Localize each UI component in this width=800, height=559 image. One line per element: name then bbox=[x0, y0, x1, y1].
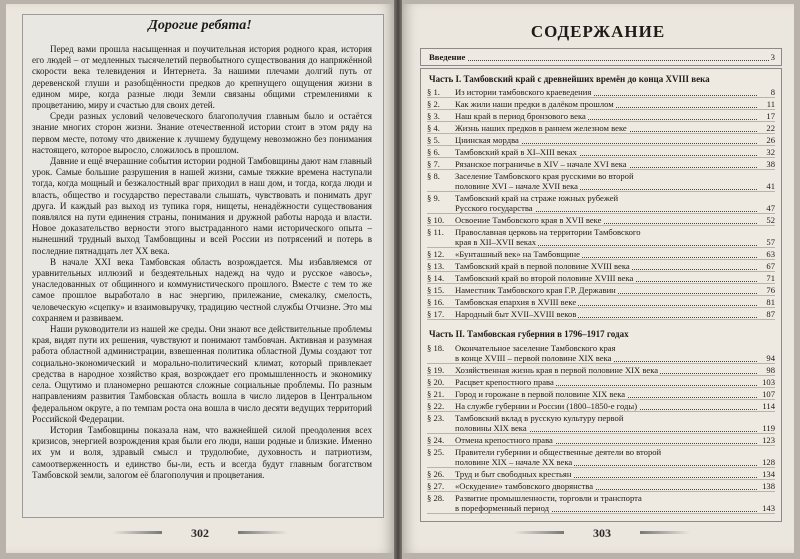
toc-entry-page: 67 bbox=[766, 261, 775, 271]
toc-entry-title: Народный быт XVII–XVIII веков bbox=[455, 309, 577, 319]
toc-entry-number: § 8. bbox=[427, 171, 440, 181]
toc-entry[interactable] bbox=[427, 123, 775, 134]
toc-entry-page: 138 bbox=[762, 481, 775, 491]
toc-entry[interactable] bbox=[427, 365, 775, 376]
toc-entry-title: Тамбовский вклад в русскую культуру первой bbox=[455, 413, 624, 423]
toc-entry[interactable] bbox=[427, 377, 775, 388]
toc-entry-title: Тамбовская епархия в XVIII веке bbox=[455, 297, 577, 307]
toc-entry[interactable] bbox=[427, 435, 775, 446]
toc-entry-title: Цнинская мордва bbox=[455, 135, 519, 145]
left-page-body bbox=[32, 44, 372, 481]
toc-entry-title: Тамбовский край на страже южных рубежей bbox=[455, 193, 619, 203]
toc-main-box bbox=[420, 68, 782, 522]
toc-entry-title: Православная церковь на территории Тамбовского bbox=[455, 227, 641, 237]
toc-entry-number: § 4. bbox=[427, 123, 440, 133]
toc-entry[interactable] bbox=[427, 99, 775, 110]
toc-entry[interactable] bbox=[427, 193, 775, 214]
toc-entry[interactable] bbox=[427, 297, 775, 308]
toc-entry-page: 123 bbox=[762, 435, 775, 445]
toc-entry-page: 98 bbox=[766, 365, 775, 375]
toc-entry-number: § 3. bbox=[427, 111, 440, 121]
toc-entry-page: 94 bbox=[766, 353, 775, 363]
toc-entry-page: 26 bbox=[766, 135, 775, 145]
toc-entry[interactable] bbox=[427, 285, 775, 296]
toc-entry[interactable] bbox=[427, 171, 775, 192]
toc-entry-title: Наместник Тамбовского края Г.Р. Державин bbox=[455, 285, 616, 295]
page-number-ornament bbox=[238, 531, 288, 534]
paragraph: Среди разных условий человеческого благополучия главным было и остаётся знание многих сторон жизни. Знание отечественной истории стоит в этом ряду на первом месте, потому что движение к лучшему будущему невозможно без понимания настоящего, которое выросло, сложилось в прошлом. bbox=[32, 111, 372, 155]
toc-entry-title: Труд и быт свободных крестьян bbox=[455, 469, 572, 479]
toc-entry-page: 128 bbox=[762, 457, 775, 467]
toc-entry-page: 41 bbox=[766, 181, 775, 191]
toc-intro-line[interactable] bbox=[429, 52, 775, 62]
toc-entry-number: § 5. bbox=[427, 135, 440, 145]
toc-entry-number: § 2. bbox=[427, 99, 440, 109]
toc-entry-page: 114 bbox=[762, 401, 775, 411]
toc-entry[interactable] bbox=[427, 401, 775, 412]
leader-dots bbox=[429, 60, 775, 61]
toc-entry[interactable] bbox=[427, 215, 775, 226]
right-page bbox=[402, 4, 794, 553]
toc-entry-title: Город и горожане в первой половине XIX века bbox=[455, 389, 626, 399]
page-number-ornament bbox=[514, 531, 564, 534]
toc-entry-number: § 12. bbox=[427, 249, 445, 259]
book-gutter bbox=[394, 0, 402, 559]
toc-entry-title: Тамбовский край в XI–XIII веках bbox=[455, 147, 577, 157]
toc-entry-page: 103 bbox=[762, 377, 775, 387]
toc-entry-title: Рязанское пограничье в XIV – начале XVI века bbox=[455, 159, 627, 169]
toc-entry-title: Как жили наши предки в далёком прошлом bbox=[455, 99, 614, 109]
paragraph: История Тамбовщины показала нам, что важнейшей силой преодоления всех кризисов, энергией возрождения края были его люди, наши родные и близкие. Именно их ум и воля, здравый смысл и трудолюбие, духовность и патриотизм, самоотверженность и единство бы-ли, есть и всегда будут главным богатством Тамбовской земли, залогом её благополучия и процветания. bbox=[32, 424, 372, 480]
toc-entry-page: 107 bbox=[762, 389, 775, 399]
toc-entry-number: § 23. bbox=[427, 413, 445, 423]
toc-entry-page: 11 bbox=[766, 99, 775, 109]
toc-entry-page: 63 bbox=[766, 249, 775, 259]
toc-entry-title: в пореформенный период bbox=[455, 503, 550, 513]
toc-entry[interactable] bbox=[427, 249, 775, 260]
toc-entry[interactable] bbox=[427, 261, 775, 272]
toc-entry-page: 47 bbox=[766, 203, 775, 213]
toc-entry-number: § 20. bbox=[427, 377, 445, 387]
toc-entry-title: «Бунташный век» на Тамбовщине bbox=[455, 249, 580, 259]
toc-entry-page: 134 bbox=[762, 469, 775, 479]
toc-entry-title: Тамбовский край во второй половине XVIII века bbox=[455, 273, 634, 283]
page-number: 302 bbox=[191, 526, 209, 540]
toc-entry-page: 22 bbox=[766, 123, 775, 133]
page-number-ornament bbox=[640, 531, 690, 534]
toc-entry[interactable] bbox=[427, 159, 775, 170]
toc-entry-number: § 10. bbox=[427, 215, 445, 225]
toc-entry[interactable] bbox=[427, 413, 775, 434]
toc-entry-title: На службе губернии и России (1800–1850-е годы) bbox=[455, 401, 638, 411]
toc-entry-page: 119 bbox=[762, 423, 775, 433]
toc-entry-number: § 6. bbox=[427, 147, 440, 157]
toc-entry-page: 32 bbox=[766, 147, 775, 157]
toc-entry-number: § 9. bbox=[427, 193, 440, 203]
toc-entry-number: § 11. bbox=[427, 227, 444, 237]
toc-entry-title: половине XIX – начале XX века bbox=[455, 457, 573, 467]
toc-entry-title: Тамбовский край в первой половине XVIII века bbox=[455, 261, 630, 271]
toc-entry[interactable] bbox=[427, 135, 775, 146]
toc-entry-title: Хозяйственная жизнь края в первой половине XIX века bbox=[455, 365, 659, 375]
toc-entry-number: § 1. bbox=[427, 87, 440, 97]
toc-entry-page: 8 bbox=[770, 87, 775, 97]
paragraph: Перед вами прошла насыщенная и поучительная история родного края, история его людей – от медленных тысячелетий первобытного существования до напряжённой скорости века телевидения и Интернета. За нашими плечами долгий путь от деревенской глуши и разобщённости предков до крепнущего ощущения жизни в едином мире, когда разные люди Земли связаны общими стремлениями к процветанию, миру и счастью для своих детей. bbox=[32, 44, 372, 111]
toc-entry[interactable] bbox=[427, 273, 775, 284]
toc-entry-number: § 18. bbox=[427, 343, 445, 353]
toc-intro-title: Введение bbox=[429, 52, 466, 62]
toc-entry[interactable] bbox=[427, 481, 775, 492]
toc-entry[interactable] bbox=[427, 389, 775, 400]
part-two-title: Часть II. Тамбовская губерния в 1796–1917 годах bbox=[429, 329, 629, 339]
toc-entry[interactable] bbox=[427, 309, 775, 320]
toc-entry-page: 57 bbox=[766, 237, 775, 247]
toc-entry-title: Заселение Тамбовского края русскими во второй bbox=[455, 171, 634, 181]
toc-entry-number: § 19. bbox=[427, 365, 445, 375]
toc-entry-page: 17 bbox=[766, 111, 775, 121]
toc-entry[interactable] bbox=[427, 493, 775, 514]
toc-entry-title: Развитие промышленности, торговли и транспорта bbox=[455, 493, 642, 503]
toc-entry-title: в конце XVIII – первой половине XIX века bbox=[455, 353, 612, 363]
toc-entry-number: § 28. bbox=[427, 493, 445, 503]
toc-entry-page: 38 bbox=[766, 159, 775, 169]
part-one-title: Часть I. Тамбовский край с древнейших времён до конца XVIII века bbox=[429, 74, 710, 84]
toc-entry-page: 71 bbox=[766, 273, 775, 283]
toc-entry-title: половине XVI – начале XVII века bbox=[455, 181, 578, 191]
toc-entry-title: Освоение Тамбовского края в XVII веке bbox=[455, 215, 602, 225]
toc-entry[interactable] bbox=[427, 227, 775, 248]
toc-entry-number: § 26. bbox=[427, 469, 445, 479]
toc-entry-number: § 17. bbox=[427, 309, 445, 319]
toc-entry-title: Правители губернии и общественные деятели во второй bbox=[455, 447, 662, 457]
toc-entry-title: Русского государства bbox=[455, 203, 533, 213]
toc-entry[interactable] bbox=[427, 343, 775, 364]
toc-entry[interactable] bbox=[427, 147, 775, 158]
toc-entry-number: § 21. bbox=[427, 389, 445, 399]
toc-entry-number: § 22. bbox=[427, 401, 445, 411]
page-number: 303 bbox=[593, 526, 611, 540]
toc-entry-title: Наш край в период бронзового века bbox=[455, 111, 586, 121]
toc-entry-title: половины XIX века bbox=[455, 423, 527, 433]
toc-entry-page: 52 bbox=[766, 215, 775, 225]
paragraph: Наши руководители из нашей же среды. Они знают все действительные проблемы края, видят пути их решения, чувствуют и понимают тамбовчан. Активная и разумная работа областной администрации, взвешенная политика областной Думы создают тот социально-экономический и морально-политический климат, который привлекает средства в народное хозяйство края, возрождает его промышленность и экономику села. Ощутимо и планомерно решаются сложные социальные проблемы. По разным направлениям развития Тамбовская область вошла в число лидеров в Центральном федеральном округе, а по темпам роста она вошла в число десяти ведущих территорий Российской Федерации. bbox=[32, 324, 372, 424]
right-page-number bbox=[558, 524, 646, 542]
left-page-number bbox=[156, 524, 244, 542]
toc-entry-title: Отмена крепостного права bbox=[455, 435, 553, 445]
toc-entry-title: Расцвет крепостного права bbox=[455, 377, 554, 387]
toc-entry-page: 143 bbox=[762, 503, 775, 513]
toc-entry-number: § 7. bbox=[427, 159, 440, 169]
toc-intro-page: 3 bbox=[770, 52, 775, 62]
toc-entry-page: 76 bbox=[766, 285, 775, 295]
left-page-title: Дорогие ребята! bbox=[148, 18, 252, 33]
toc-intro-box bbox=[420, 48, 782, 66]
contents-title: СОДЕРЖАНИЕ bbox=[530, 22, 666, 41]
paragraph: Давние и ещё вчерашние события истории родной Тамбовщины дают нам главный урок. Самые большие разрушения в нашей жизни, самые тяжкие времена наступали тогда, когда мощный и безжалостный враг приходил в наш дом, и тогда, когда люди и власть, общество и государство переставали слышать, чувствовать и понимать друг друга. И каждый раз выход из тупика горя, нищеты, ненадёжности существования появлялся на пути единения страны, понимания и дружной работы народа и власти. Новое доказательство верности этого выстраданного нами исторического опыта – нынешний трудный выход Тамбовщины и всей России из потрясений и потерь в последние пятнадцать лет XX века. bbox=[32, 156, 372, 256]
toc-entry-title: Окончательное заселение Тамбовского края bbox=[455, 343, 616, 353]
paragraph: В начале XXI века Тамбовская область возрождается. Мы избавляемся от уравнительных иллюзий и бездеятельных надежд на чудо и русское «авось», унаследованных от общинного и коммунистического прошлого. Вместе с тем то же самое прошлое выработало в нас энергию, прилежание, смекалку, смелость, человеческую «сцепку» и взаимовыручку, традицию честной службы Отчизне. Это мы сохраняем и развиваем. bbox=[32, 256, 372, 323]
toc-entry[interactable] bbox=[427, 111, 775, 122]
left-page bbox=[6, 4, 394, 553]
toc-entry-number: § 27. bbox=[427, 481, 445, 491]
toc-entry-number: § 13. bbox=[427, 261, 445, 271]
toc-entry-number: § 24. bbox=[427, 435, 445, 445]
toc-entry[interactable] bbox=[427, 447, 775, 468]
toc-entry-page: 87 bbox=[766, 309, 775, 319]
toc-entry-page: 81 bbox=[766, 297, 775, 307]
toc-entry-title: Из истории тамбовского краеведения bbox=[455, 87, 592, 97]
page-number-ornament bbox=[112, 531, 162, 534]
toc-entry[interactable] bbox=[427, 87, 775, 98]
toc-entry-title: «Оскудение» тамбовского дворянства bbox=[455, 481, 594, 491]
toc-entry-number: § 16. bbox=[427, 297, 445, 307]
toc-entry[interactable] bbox=[427, 469, 775, 480]
toc-entry-title: края в XII–XVII веках bbox=[455, 237, 537, 247]
toc-entry-number: § 14. bbox=[427, 273, 445, 283]
toc-entry-number: § 25. bbox=[427, 447, 445, 457]
toc-entry-number: § 15. bbox=[427, 285, 445, 295]
toc-entry-title: Жизнь наших предков в раннем железном веке bbox=[455, 123, 627, 133]
